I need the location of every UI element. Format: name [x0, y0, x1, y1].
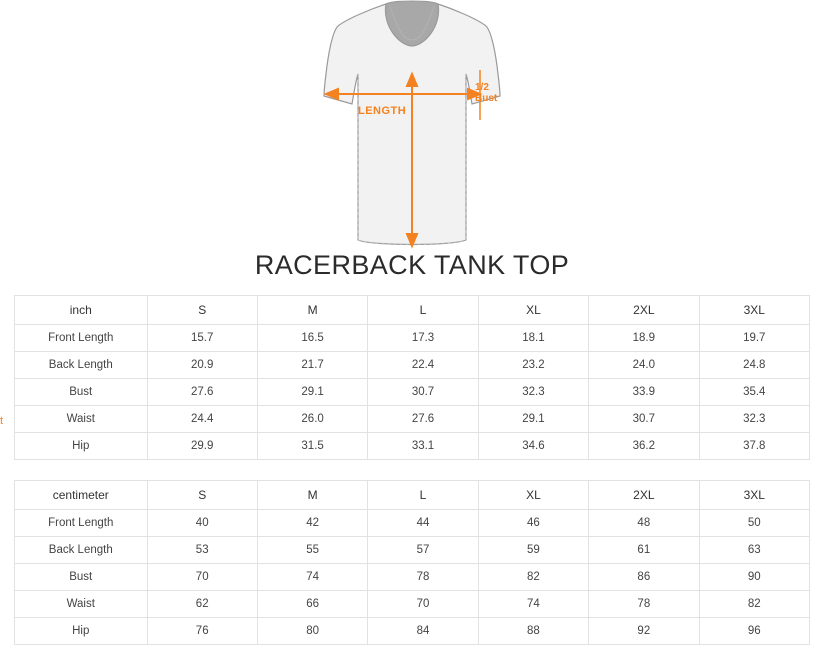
- cell: 30.7: [368, 379, 478, 406]
- cell: 32.3: [478, 379, 588, 406]
- cell: 80: [257, 618, 367, 645]
- column-header-l: L: [368, 296, 478, 325]
- tank-top-figure: [312, 0, 512, 250]
- row-label: Front Length: [15, 325, 148, 352]
- bust-label-line-1: 1/2: [475, 82, 489, 93]
- cell: 90: [699, 564, 809, 591]
- bust-measure-label: [475, 82, 497, 104]
- table-header-row: [15, 296, 810, 325]
- cell: 84: [368, 618, 478, 645]
- table-header-row: [15, 481, 810, 510]
- table-row: [15, 510, 810, 537]
- cell: 48: [589, 510, 699, 537]
- column-header-m: M: [257, 296, 367, 325]
- cell: 70: [147, 564, 257, 591]
- cell: 74: [478, 591, 588, 618]
- unit-header: centimeter: [15, 481, 148, 510]
- cell: 66: [257, 591, 367, 618]
- length-measure-label: LENGTH: [358, 105, 407, 117]
- garment-illustration: [0, 0, 824, 250]
- table-row: [15, 537, 810, 564]
- cell: 53: [147, 537, 257, 564]
- column-header-3xl: 3XL: [699, 481, 809, 510]
- table-row: [15, 433, 810, 460]
- row-label: Waist: [15, 591, 148, 618]
- cell: 44: [368, 510, 478, 537]
- stray-margin-mark: t: [0, 415, 4, 427]
- table-row: [15, 352, 810, 379]
- page-title: RACERBACK TANK TOP: [254, 250, 570, 280]
- cell: 36.2: [589, 433, 699, 460]
- column-header-s: S: [147, 296, 257, 325]
- cell: 59: [478, 537, 588, 564]
- column-header-3xl: 3XL: [699, 296, 809, 325]
- cell: 37.8: [699, 433, 809, 460]
- cell: 82: [699, 591, 809, 618]
- cell: 55: [257, 537, 367, 564]
- unit-header: inch: [15, 296, 148, 325]
- column-header-s: S: [147, 481, 257, 510]
- cell: 24.4: [147, 406, 257, 433]
- table-row: [15, 325, 810, 352]
- cell: 88: [478, 618, 588, 645]
- table-spacer: [0, 460, 824, 480]
- cell: 27.6: [368, 406, 478, 433]
- cell: 18.9: [589, 325, 699, 352]
- cell: 82: [478, 564, 588, 591]
- column-header-l: L: [368, 481, 478, 510]
- centimeter-table-block: [0, 480, 824, 645]
- cell: 31.5: [257, 433, 367, 460]
- cell: 17.3: [368, 325, 478, 352]
- inch-table-block: [0, 295, 824, 460]
- cell: 15.7: [147, 325, 257, 352]
- column-header-xl: XL: [478, 481, 588, 510]
- cell: 70: [368, 591, 478, 618]
- tank-top-icon: [312, 0, 512, 250]
- column-header-m: M: [257, 481, 367, 510]
- row-label: Front Length: [15, 510, 148, 537]
- cell: 27.6: [147, 379, 257, 406]
- cell: 21.7: [257, 352, 367, 379]
- column-header-2xl: 2XL: [589, 481, 699, 510]
- cell: 24.8: [699, 352, 809, 379]
- cell: 96: [699, 618, 809, 645]
- row-label: Back Length: [15, 352, 148, 379]
- bust-label-line-2: Bust: [475, 93, 498, 104]
- cell: 35.4: [699, 379, 809, 406]
- table-row: [15, 591, 810, 618]
- cell: 29.9: [147, 433, 257, 460]
- cell: 29.1: [478, 406, 588, 433]
- cell: 76: [147, 618, 257, 645]
- size-table-centimeter: [14, 480, 810, 645]
- cell: 23.2: [478, 352, 588, 379]
- table-row: [15, 406, 810, 433]
- cell: 40: [147, 510, 257, 537]
- cell: 29.1: [257, 379, 367, 406]
- cell: 46: [478, 510, 588, 537]
- cell: 74: [257, 564, 367, 591]
- column-header-xl: XL: [478, 296, 588, 325]
- column-header-2xl: 2XL: [589, 296, 699, 325]
- cell: 33.9: [589, 379, 699, 406]
- cell: 32.3: [699, 406, 809, 433]
- cell: 34.6: [478, 433, 588, 460]
- row-label: Hip: [15, 433, 148, 460]
- cell: 22.4: [368, 352, 478, 379]
- table-row: [15, 564, 810, 591]
- cell: 30.7: [589, 406, 699, 433]
- cell: 16.5: [257, 325, 367, 352]
- cell: 61: [589, 537, 699, 564]
- cell: 63: [699, 537, 809, 564]
- cell: 78: [589, 591, 699, 618]
- table-row: [15, 618, 810, 645]
- cell: 78: [368, 564, 478, 591]
- row-label: Waist: [15, 406, 148, 433]
- cell: 24.0: [589, 352, 699, 379]
- row-label: Back Length: [15, 537, 148, 564]
- cell: 42: [257, 510, 367, 537]
- cell: 50: [699, 510, 809, 537]
- row-label: Hip: [15, 618, 148, 645]
- cell: 86: [589, 564, 699, 591]
- cell: 20.9: [147, 352, 257, 379]
- cell: 92: [589, 618, 699, 645]
- row-label: Bust: [15, 564, 148, 591]
- table-row: [15, 379, 810, 406]
- row-label: Bust: [15, 379, 148, 406]
- cell: 62: [147, 591, 257, 618]
- size-table-inch: [14, 295, 810, 460]
- cell: 33.1: [368, 433, 478, 460]
- cell: 57: [368, 537, 478, 564]
- cell: 26.0: [257, 406, 367, 433]
- cell: 18.1: [478, 325, 588, 352]
- cell: 19.7: [699, 325, 809, 352]
